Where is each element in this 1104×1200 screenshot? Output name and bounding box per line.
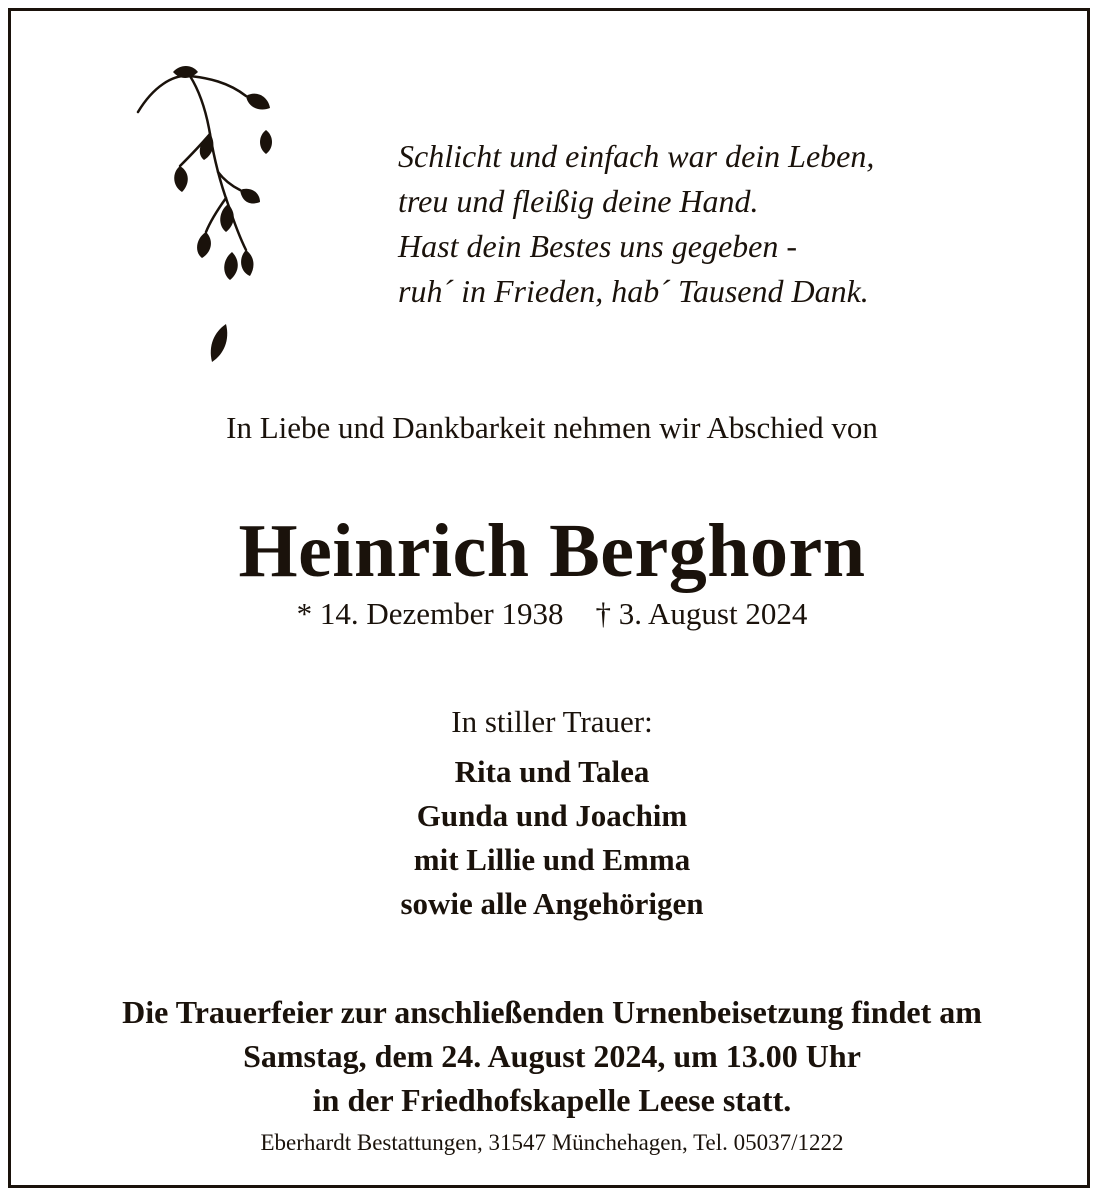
birth-date: * 14. Dezember 1938 — [296, 596, 564, 631]
ceremony-line: Samstag, dem 24. August 2024, um 13.00 Uhr — [243, 1038, 861, 1074]
poem-line: Schlicht und einfach war dein Leben, — [398, 138, 875, 174]
ceremony-line: Die Trauerfeier zur anschließenden Urnenbeisetzung findet am — [122, 994, 982, 1030]
death-date: † 3. August 2024 — [595, 596, 808, 631]
mourner-line: Rita und Talea — [454, 754, 650, 789]
ceremony-info — [0, 990, 1104, 1122]
poem-line: Hast dein Bestes uns gegeben - — [398, 228, 798, 264]
mourning-label: In stiller Trauer: — [451, 704, 653, 739]
poem — [398, 134, 874, 314]
birch-branch-icon — [128, 62, 278, 382]
life-dates — [0, 596, 1104, 632]
intro-text: In Liebe und Dankbarkeit nehmen wir Abschied von — [226, 410, 878, 445]
ceremony-line: in der Friedhofskapelle Leese statt. — [312, 1082, 792, 1118]
mourner-line: mit Lillie und Emma — [413, 842, 691, 877]
mourner-line: sowie alle Angehörigen — [400, 886, 704, 921]
undertaker-contact: Eberhardt Bestattungen, 31547 Münchehagen, Tel. 05037/1222 — [260, 1130, 844, 1155]
poem-line: ruh´ in Frieden, hab´ Tausend Dank. — [398, 273, 869, 309]
mourner-line: Gunda und Joachim — [416, 798, 688, 833]
poem-line: treu und fleißig deine Hand. — [398, 183, 759, 219]
mourners-list — [0, 750, 1104, 926]
deceased-name: Heinrich Berghorn — [238, 509, 866, 593]
